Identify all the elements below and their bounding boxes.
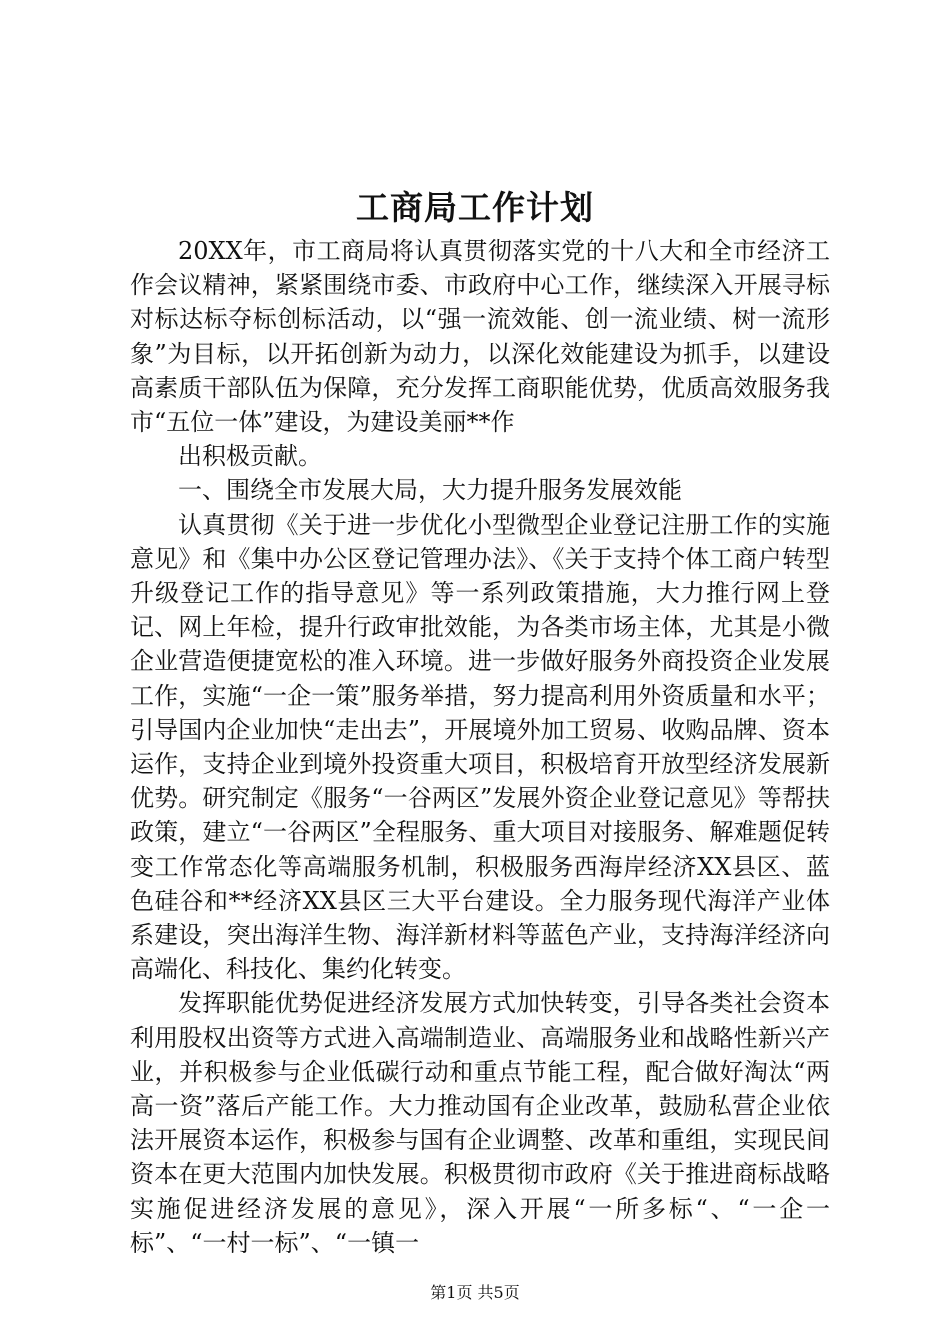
paragraph-service: 认真贯彻《关于进一步优化小型微型企业登记注册工作的实施意见》和《集中办公区登记管理办法》、《关于支持个体工商户转型升级登记工作的指导意见》等一系列政策措施，大力推行网上登记、网上年检，提升行政审批效能，为各类市场主体，尤其是小微企业营造便捷宽松的准入环境。进一步做好服务外商投资企业发展工作，实施“一企一策”服务举措，努力提高利用外资质量和水平；引导国内企业加快“走出去”，开展境外加工贸易、收购品牌、资本运作，支持企业到境外投资重大项目，积极培育开放型经济发展新优势。研究制定《服务“一谷两区”发展外资企业登记意见》等帮扶政策，建立“一谷两区”全程服务、重大项目对接服务、解难题促转变工作常态化等高端服务机制，积极服务西海岸经济XX县区、蓝色硅谷和**经济XX县区三大平台建设。全力服务现代海洋产业体系建设，突出海洋生物、海洋新材料等蓝色产业，支持海洋经济向高端化、科技化、集约化转变。 <box>130 510 830 984</box>
document-title: 工商局工作计划 <box>356 188 594 227</box>
paragraph-intro: 20XX年，市工商局将认真贯彻落实党的十八大和全市经济工作会议精神，紧紧围绕市委、市政府中心工作，继续深入开展寻标对标达标夺标创标活动，以“强一流效能、创一流业绩、树一流形象”为目标，以开拓创新为动力，以深化效能建设为抓手，以建设高素质干部队伍为保障，充分发挥工商职能优势，优质高效服务我市“五位一体”建设，为建设美丽**作 <box>130 237 830 437</box>
section-heading-1: 一、围绕全市发展大局，大力提升服务发展效能 <box>178 476 682 505</box>
paragraph-transformation: 发挥职能优势促进经济发展方式加快转变，引导各类社会资本利用股权出资等方式进入高端制造业、高端服务业和战略性新兴产业，并积极参与企业低碳行动和重点节能工程，配合做好淘汰“两高一资”落后产能工作。大力推动国有企业改革，鼓励私营企业依法开展资本运作，积极参与国有企业调整、改革和重组，实现民间资本在更大范围内加快发展。积极贯彻市政府《关于推进商标战略实施促进经济发展的意见》，深入开展“一所多标“、“一企一标”、“一村一标”、“一镇一 <box>130 989 830 1257</box>
page-footer: 第1页 共5页 <box>430 1283 520 1302</box>
document-body <box>130 234 830 1260</box>
paragraph-intro-continued: 出积极贡献。 <box>178 442 322 471</box>
